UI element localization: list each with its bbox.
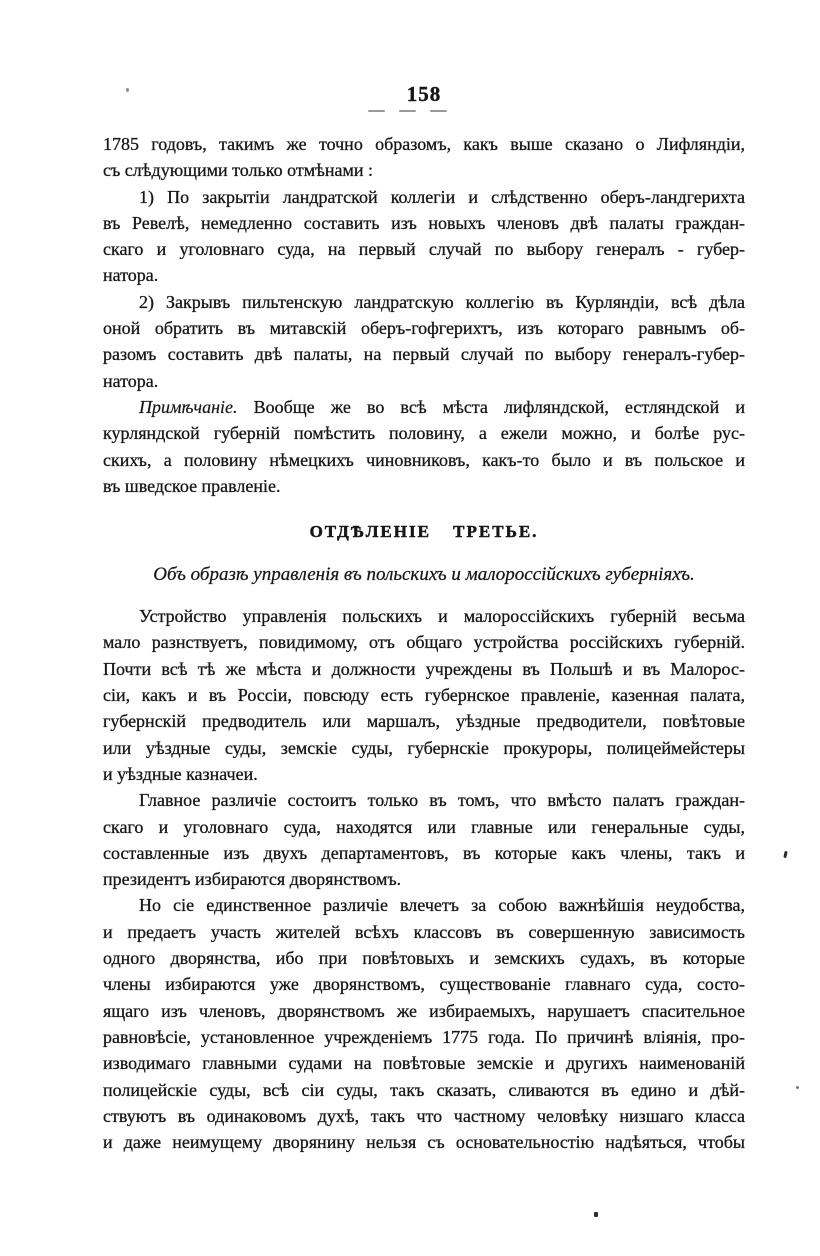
text-line: составленные изъ двухъ департаментовъ, въ которые какъ члены, такъ и — [103, 842, 745, 863]
page-number-rule — [368, 110, 478, 114]
emphasis-text: Примѣчаніе. — [139, 396, 238, 417]
text-line: одного дворянства, ибо при повѣтовыхъ и земскихъ судахъ, въ которые — [103, 948, 745, 969]
text-line: курляндской губерній помѣстить половину, а ежели можно, и болѣе рус- — [103, 423, 745, 444]
text-line: члены избираются уже дворянствомъ, существованіе главнаго суда, состо- — [103, 974, 745, 995]
text-line: скихъ, а половину нѣмецкихъ чиновниковъ, какъ-то было и въ польское и — [103, 449, 745, 470]
text-line: въ шведское правленіе. — [103, 475, 281, 496]
text-line: или уѣздные суды, земскіе суды, губернскіе прокуроры, полицеймейстеры — [103, 737, 745, 758]
paragraph — [103, 603, 745, 787]
text-line: 1) По закрытіи ландратской коллегіи и слѣдственно оберъ-ландгерихта — [139, 186, 745, 207]
section-heading: ОТДѢЛЕНІЕ ТРЕТЬЕ. — [309, 522, 539, 542]
text-line: изводимаго главными судами на повѣтовые земскіе и другихъ наименованій — [103, 1053, 745, 1074]
ink-speck — [594, 1212, 598, 1217]
text-line: въ Ревелѣ, немедленно составить изъ новыхъ членовъ двѣ палаты граждан- — [103, 212, 745, 233]
text-line: 2) Закрывъ пильтенскую ландратскую коллегію въ Курляндіи, всѣ дѣла — [139, 291, 745, 312]
text-line: Главное различіе состоитъ только въ томъ, что вмѣсто палатъ граждан- — [139, 790, 745, 811]
ink-speck — [126, 88, 129, 92]
text-line: Примѣчаніе. Вообще же во всѣ мѣста лифляндской, естляндской и — [139, 396, 745, 417]
text-line: мало разнствуетъ, повидимому, отъ общаго устройства россійскихъ губерній. — [103, 632, 745, 653]
rule-dash — [368, 110, 385, 112]
paragraph — [103, 394, 745, 499]
text-line: полицейскіе суды, всѣ сіи суды, такъ сказать, сливаются въ едино и дѣй- — [103, 1079, 745, 1100]
text-line: и даже неимущему дворянину нельзя съ основательностію надѣяться, чтобы — [103, 1132, 745, 1153]
rule-dash — [430, 110, 447, 112]
text-line: губернскій предводитель или маршалъ, уѣздные предводители, повѣтовые — [103, 711, 745, 732]
page-number: 158 — [406, 82, 442, 106]
text-line: и уѣздные казначеи. — [103, 763, 258, 784]
text-line: скаго и уголовнаго суда, находятся или главные или генеральные суды, — [103, 816, 745, 837]
text-line: оной обратить въ митавскій оберъ-гофгерихтъ, изъ котораго равнымъ об- — [103, 318, 745, 339]
text-line: и предаетъ участь жителей всѣхъ классовъ въ совершенную зависимость — [103, 921, 745, 942]
text-line: равновѣсіе, установленное учрежденіемъ 1775 года. По причинѣ вліянія, про- — [103, 1026, 745, 1047]
text-line: съ слѣдующими только отмѣнами : — [103, 160, 374, 181]
ink-speck — [783, 851, 787, 858]
text-line: Почти всѣ тѣ же мѣста и должности учреждены въ Польшѣ и въ Малорос- — [103, 658, 745, 679]
text-line: ящаго изъ членовъ, дворянствомъ же избираемыхъ, нарушаетъ спасительное — [103, 1000, 745, 1021]
text-flow — [103, 131, 745, 1155]
page-header — [103, 82, 745, 107]
text-line: 1785 годовъ, такимъ же точно образомъ, какъ выше сказано о Лифляндіи, — [103, 134, 745, 154]
text-line: разомъ составить двѣ палаты, на первый случай по выбору генералъ-губер- — [103, 344, 745, 365]
text-line: натора. — [103, 265, 159, 286]
text-line: Но сіе единственное различіе влечетъ за собою важнѣйшія неудобства, — [139, 895, 745, 916]
paragraph — [103, 184, 745, 289]
paragraph — [103, 892, 745, 1155]
text-line: Устройство управленія польскихъ и малороссійскихъ губерній весьма — [139, 606, 745, 627]
ink-speck — [796, 1086, 799, 1089]
paragraph — [103, 131, 745, 184]
rule-dash — [399, 110, 416, 112]
text-line: ствуютъ въ одинаковомъ духѣ, такъ что частному человѣку низшаго класса — [103, 1105, 745, 1126]
paragraph — [103, 787, 745, 892]
text-line: натора. — [103, 370, 159, 391]
paragraph — [103, 289, 745, 394]
text-line: президентъ избираются дворянствомъ. — [103, 869, 402, 890]
text-line: скаго и уголовнаго суда, на первый случай по выбору генералъ - губер- — [103, 239, 745, 260]
text-line: сіи, какъ и въ Россіи, повсюду есть губернское правленіе, казенная палата, — [103, 685, 745, 706]
section-subtitle: Объ образѣ управленія въ польскихъ и малороссійскихъ губерніяхъ. — [153, 564, 695, 586]
